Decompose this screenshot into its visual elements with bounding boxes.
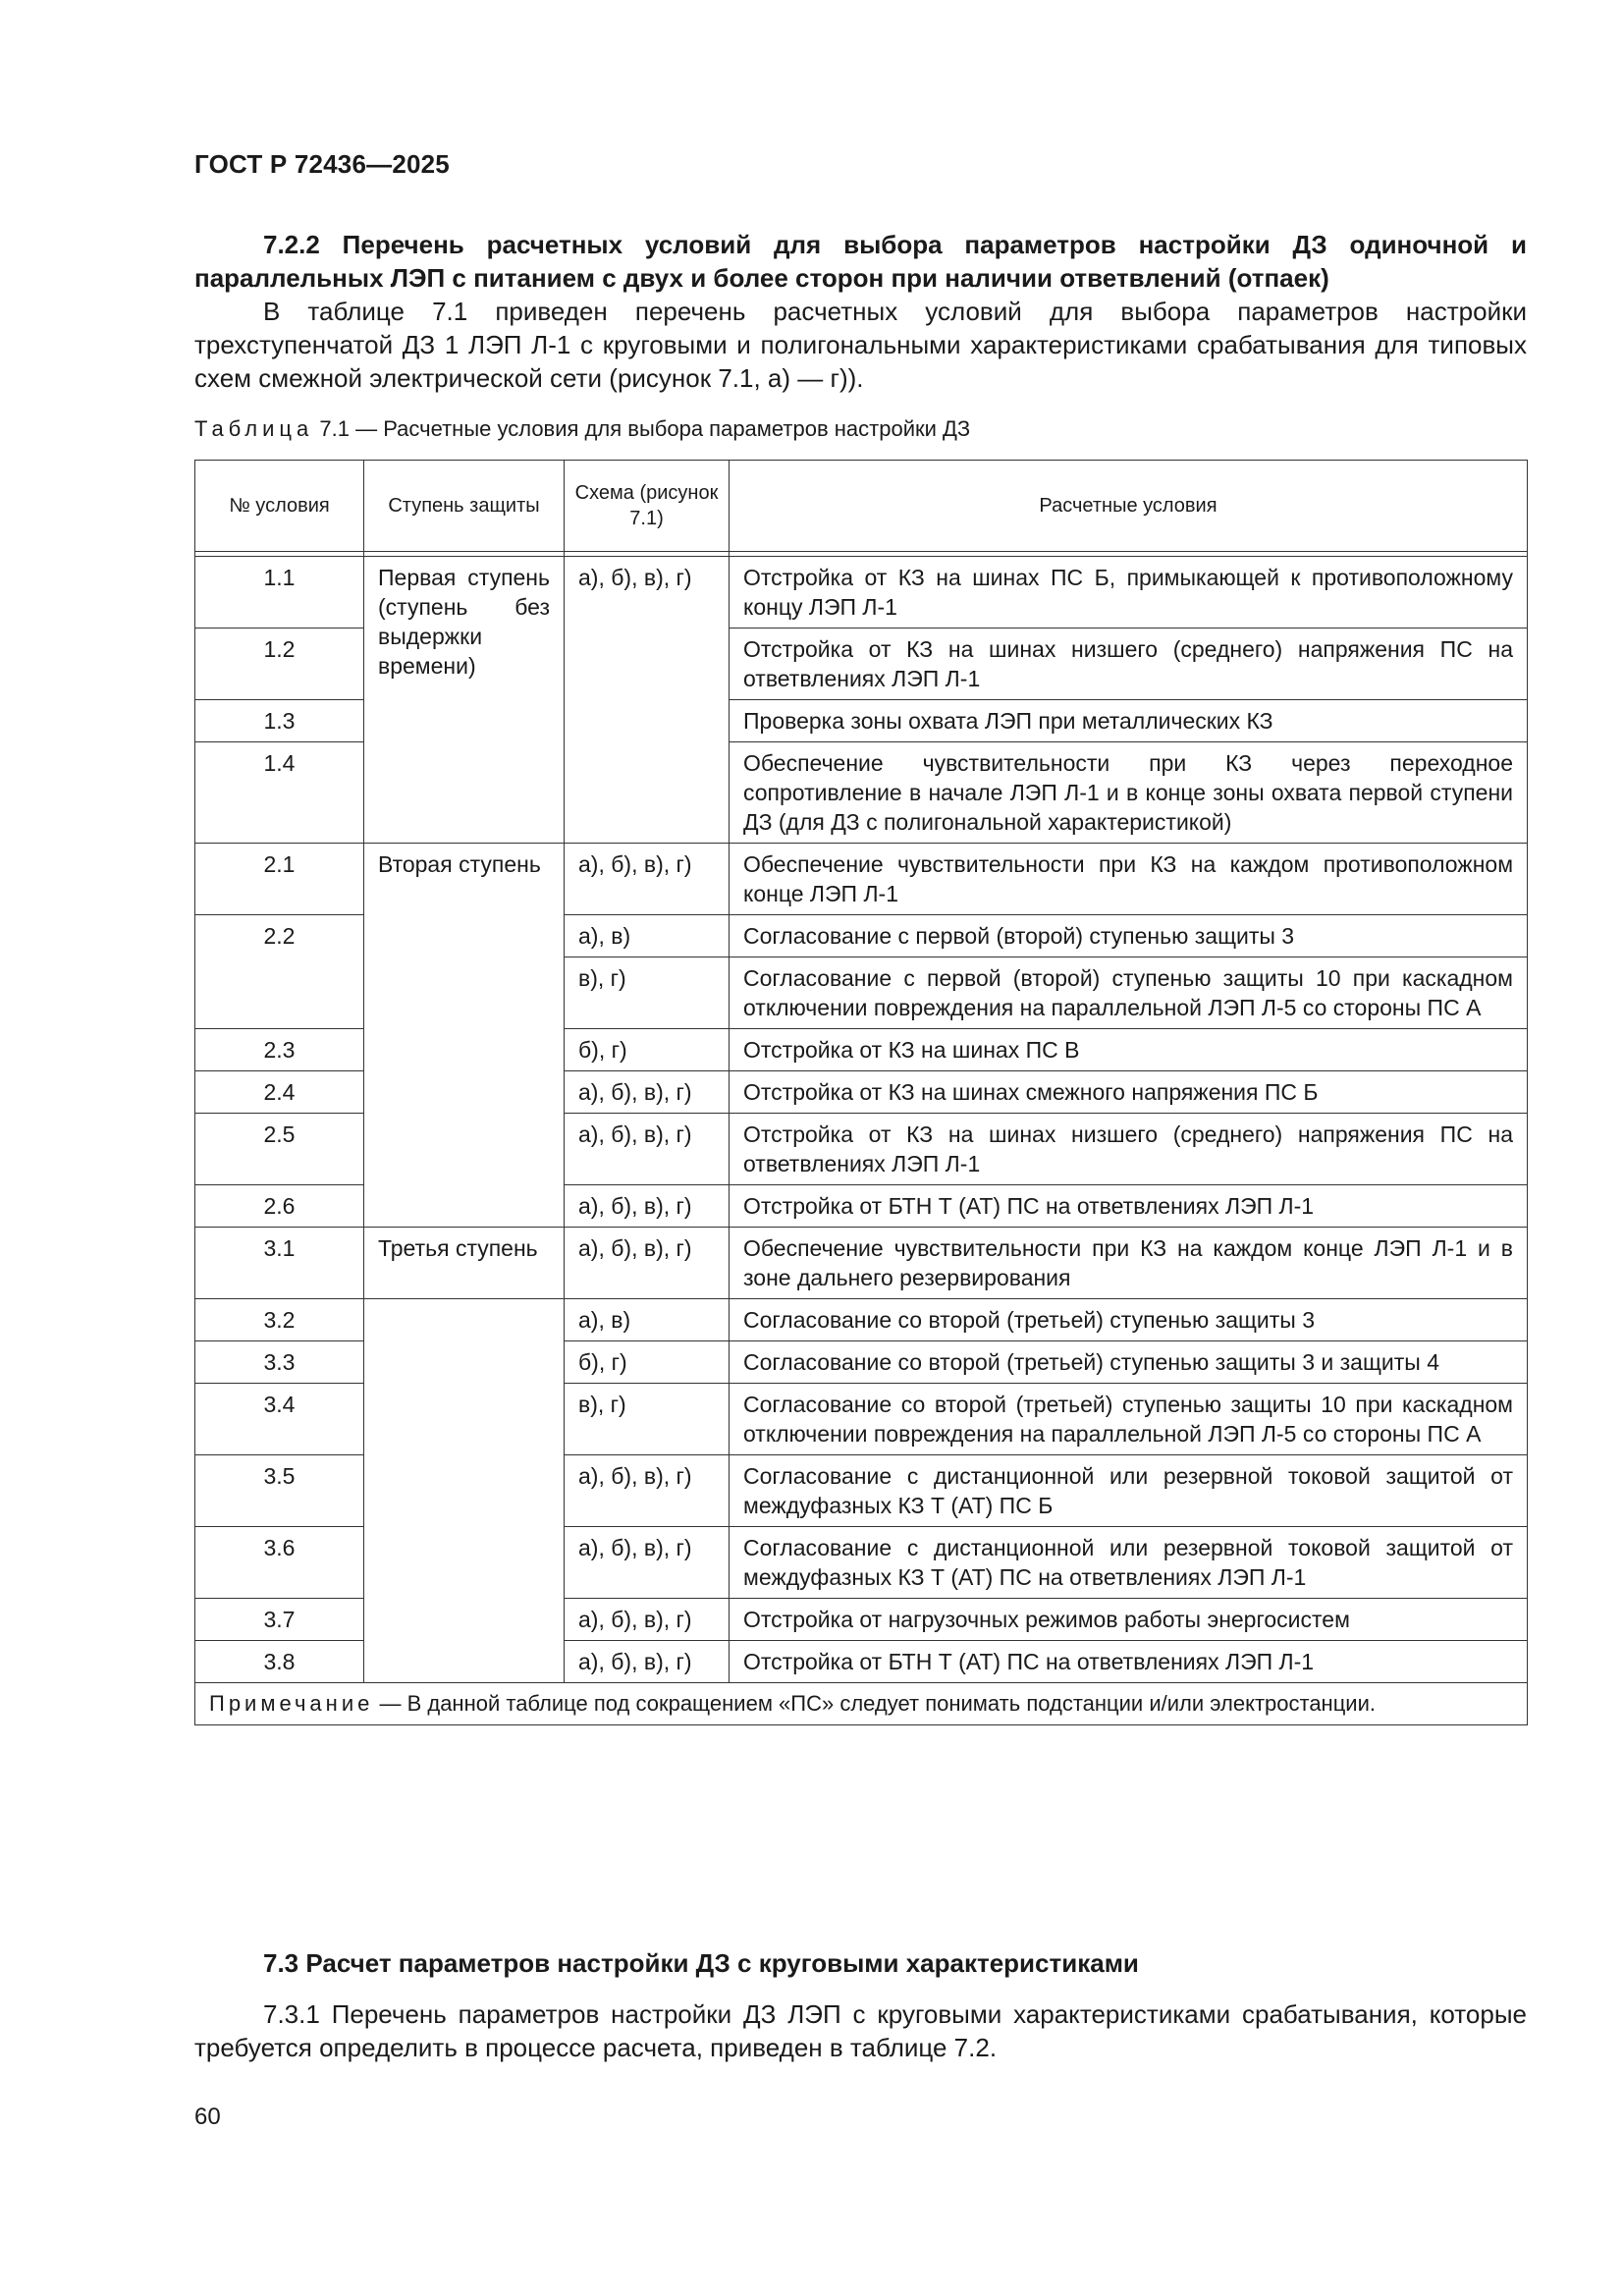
row-num: 1.1	[195, 557, 364, 629]
intro-paragraph: В таблице 7.1 приведен перечень расчетных условий для выбора параметров настройки трехступенчатой ДЗ 1 ЛЭП Л-1 с круговыми и полигональными характеристиками срабатывания для типовых схем смежной электрической сети (рисунок 7.1, а) — г)).	[194, 297, 1527, 393]
row-condition: Обеспечение чувствительности при КЗ на каждом противоположном конце ЛЭП Л-1	[730, 844, 1528, 915]
row-num: 3.3	[195, 1341, 364, 1384]
row-condition: Обеспечение чувствительности при КЗ через переходное сопротивление в начале ЛЭП Л-1 и в конце зоны охвата первой ступени ДЗ (для ДЗ с полигональной характеристикой)	[730, 742, 1528, 844]
stage-second: Вторая ступень	[364, 844, 565, 1228]
table-row	[195, 557, 1528, 629]
stage-first: Первая ступень (ступень без выдержки времени)	[364, 557, 565, 844]
row-num: 2.4	[195, 1071, 364, 1114]
row-scheme: в), г)	[565, 957, 730, 1029]
table-caption-label: Таблица	[194, 416, 314, 441]
row-condition: Обеспечение чувствительности при КЗ на каждом конце ЛЭП Л-1 и в зоне дальнего резервирования	[730, 1228, 1528, 1299]
table-caption	[194, 416, 970, 442]
row-num: 2.6	[195, 1185, 364, 1228]
row-scheme: б), г)	[565, 1341, 730, 1384]
row-scheme: а), б), в), г)	[565, 1071, 730, 1114]
row-num: 2.1	[195, 844, 364, 915]
row-scheme: в), г)	[565, 1384, 730, 1455]
header-conditions: Расчетные условия	[730, 461, 1528, 552]
header-scheme: Схема (рисунок 7.1)	[565, 461, 730, 552]
row-condition: Отстройка от нагрузочных режимов работы энергосистем	[730, 1599, 1528, 1641]
row-num: 3.4	[195, 1384, 364, 1455]
row-num: 2.3	[195, 1029, 364, 1071]
row-condition: Отстройка от КЗ на шинах ПС Б, примыкающей к противоположному концу ЛЭП Л-1	[730, 557, 1528, 629]
page-number: 60	[194, 2104, 221, 2130]
row-scheme: а), б), в), г)	[565, 844, 730, 915]
row-condition: Отстройка от КЗ на шинах низшего (среднего) напряжения ПС на ответвлениях ЛЭП Л-1	[730, 629, 1528, 700]
header-stage: Ступень защиты	[364, 461, 565, 552]
subsection-paragraph: 7.3.1 Перечень параметров настройки ДЗ ЛЭП с круговыми характеристиками срабатывания, которые требуется определить в процессе расчета, приведен в таблице 7.2.	[194, 1999, 1527, 2062]
table-caption-text: 7.1 — Расчетные условия для выбора параметров настройки ДЗ	[319, 416, 971, 441]
row-num: 2.5	[195, 1114, 364, 1185]
row-num: 3.5	[195, 1455, 364, 1527]
row-scheme: а), в)	[565, 1299, 730, 1341]
row-scheme: а), б), в), г)	[565, 557, 730, 844]
row-scheme: а), б), в), г)	[565, 1455, 730, 1527]
row-condition: Отстройка от КЗ на шинах смежного напряжения ПС Б	[730, 1071, 1528, 1114]
row-condition: Отстройка от БТН Т (АТ) ПС на ответвлениях ЛЭП Л-1	[730, 1185, 1528, 1228]
row-num: 3.7	[195, 1599, 364, 1641]
row-scheme: а), в)	[565, 915, 730, 957]
row-condition: Отстройка от БТН Т (АТ) ПС на ответвлениях ЛЭП Л-1	[730, 1641, 1528, 1683]
row-scheme: а), б), в), г)	[565, 1114, 730, 1185]
row-scheme: б), г)	[565, 1029, 730, 1071]
subsection-title: 7.3 Расчет параметров настройки ДЗ с круговыми характеристиками	[263, 1948, 1139, 1978]
note-label: Примечание	[209, 1691, 374, 1716]
section-title: 7.2.2 Перечень расчетных условий для выбора параметров настройки ДЗ одиночной и параллельных ЛЭП с питанием с двух и более сторон при наличии ответвлений (отпаек)	[194, 230, 1527, 293]
row-num: 3.6	[195, 1527, 364, 1599]
row-condition: Отстройка от КЗ на шинах ПС В	[730, 1029, 1528, 1071]
row-condition: Согласование с дистанционной или резервной токовой защитой от междуфазных КЗ Т (АТ) ПС на ответвлениях ЛЭП Л-1	[730, 1527, 1528, 1599]
row-num: 1.3	[195, 700, 364, 742]
table-header-row	[195, 461, 1528, 552]
row-num: 1.4	[195, 742, 364, 844]
row-scheme: а), б), в), г)	[565, 1641, 730, 1683]
table-row	[195, 1299, 1528, 1341]
row-condition: Согласование с дистанционной или резервной токовой защитой от междуфазных КЗ Т (АТ) ПС Б	[730, 1455, 1528, 1527]
header-num: № условия	[195, 461, 364, 552]
row-num: 3.1	[195, 1228, 364, 1299]
table-row	[195, 844, 1528, 915]
row-num: 2.2	[195, 915, 364, 1029]
row-num: 1.2	[195, 629, 364, 700]
row-scheme: а), б), в), г)	[565, 1527, 730, 1599]
table-note	[195, 1683, 1528, 1725]
row-condition: Согласование со второй (третьей) ступенью защиты 3 и защиты 4	[730, 1341, 1528, 1384]
row-condition: Согласование с первой (второй) ступенью защиты 10 при каскадном отключении повреждения на параллельной ЛЭП Л-5 со стороны ПС А	[730, 957, 1528, 1029]
stage-third-continued	[364, 1299, 565, 1683]
row-scheme: а), б), в), г)	[565, 1228, 730, 1299]
row-scheme: а), б), в), г)	[565, 1599, 730, 1641]
conditions-table	[194, 460, 1528, 1725]
row-num: 3.8	[195, 1641, 364, 1683]
row-condition: Проверка зоны охвата ЛЭП при металлических КЗ	[730, 700, 1528, 742]
row-condition: Согласование со второй (третьей) ступенью защиты 3	[730, 1299, 1528, 1341]
table-row	[195, 1228, 1528, 1299]
note-text: — В данной таблице под сокращением «ПС» следует понимать подстанции и/или электростанции.	[373, 1691, 1377, 1716]
row-condition: Отстройка от КЗ на шинах низшего (среднего) напряжения ПС на ответвлениях ЛЭП Л-1	[730, 1114, 1528, 1185]
row-num: 3.2	[195, 1299, 364, 1341]
stage-third: Третья ступень	[364, 1228, 565, 1299]
row-condition: Согласование с первой (второй) ступенью защиты 3	[730, 915, 1528, 957]
table-note-row	[195, 1683, 1528, 1725]
row-scheme: а), б), в), г)	[565, 1185, 730, 1228]
row-condition: Согласование со второй (третьей) ступенью защиты 10 при каскадном отключении повреждения на параллельной ЛЭП Л-5 со стороны ПС А	[730, 1384, 1528, 1455]
document-header: ГОСТ Р 72436—2025	[194, 149, 450, 179]
